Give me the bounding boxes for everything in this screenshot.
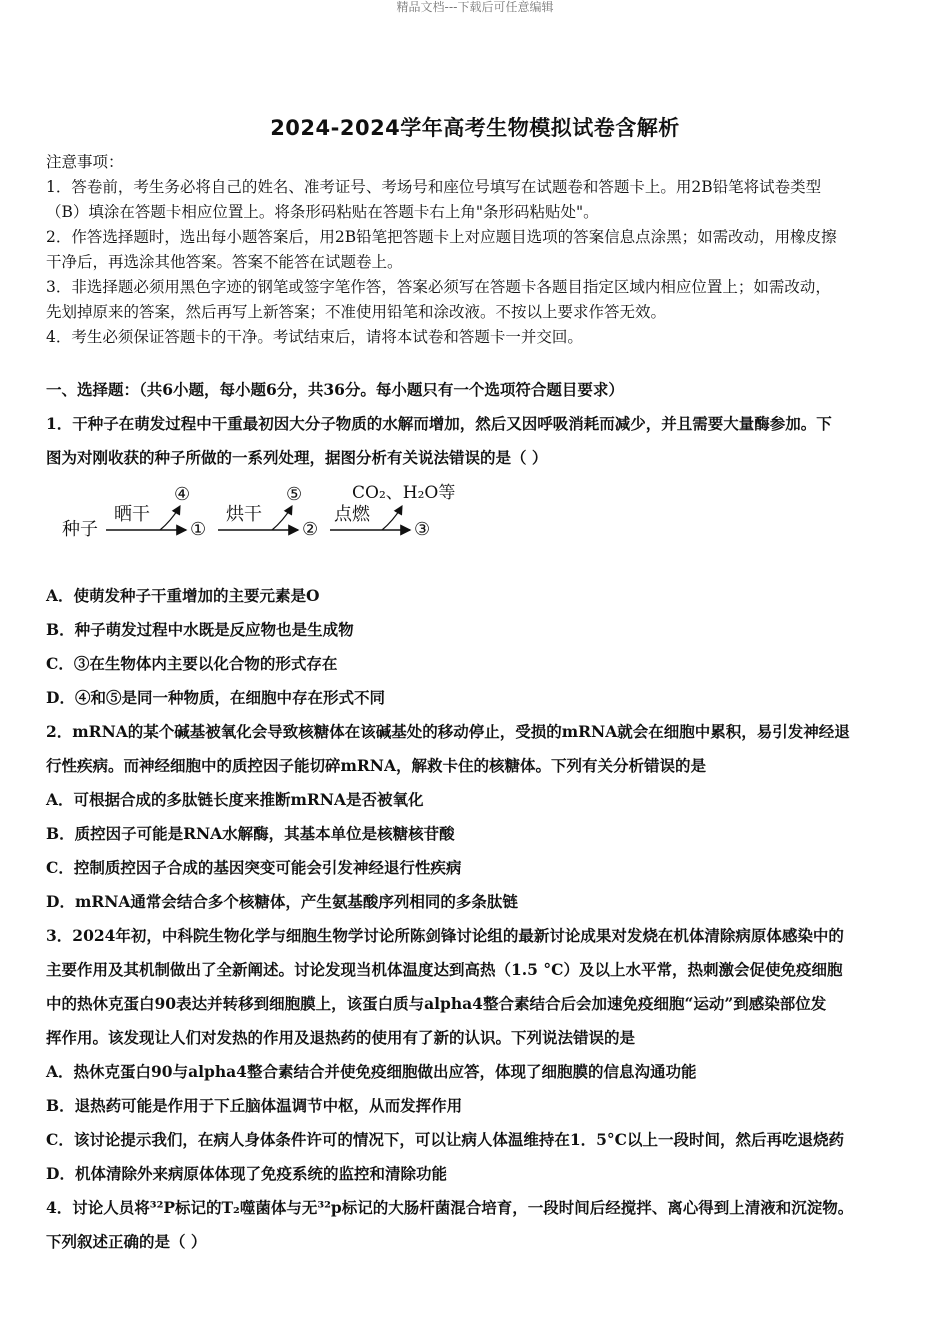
question-3-option-d: D．机体清除外来病原体体现了免疫系统的监控和清除功能 xyxy=(46,1164,447,1183)
question-2-option-a: A．可根据合成的多肽链长度来推断mRNA是否被氧化 xyxy=(46,790,424,809)
question-1-option-b: B．种子萌发过程中水既是反应物也是生成物 xyxy=(46,620,354,639)
diagram-node-3: ③ xyxy=(414,519,431,540)
question-1-option-a: A．使萌发种子干重增加的主要元素是O xyxy=(46,586,320,605)
branch-arrow-1 xyxy=(160,506,180,530)
note-line: 先划掉原来的答案，然后再写上新答案；不准使用铅笔和涂改液。不按以上要求作答无效。 xyxy=(46,303,667,321)
question-2-stem: 2．mRNA的某个碱基被氧化会导致核糖体在该碱基处的移动停止，受损的mRNA就会在细胞中累积，易引发神经退 xyxy=(46,722,850,741)
question-3-stem: 中的热休克蛋白90表达并转移到细胞膜上，该蛋白质与alpha4整合素结合后会加速免疫细胞“运动”到感染部位发 xyxy=(46,994,827,1013)
diagram-step-3: 点燃 xyxy=(334,504,370,525)
question-4-stem: 4．讨论人员将³²P标记的T₂噬菌体与无³²p标记的大肠杆菌混合培育，一段时间后经搅拌、离心得到上清液和沉淀物。 xyxy=(46,1198,854,1217)
seed-process-diagram xyxy=(62,478,482,548)
section-heading: 一、选择题：（共6小题，每小题6分，共36分。每小题只有一个选项符合题目要求） xyxy=(46,380,624,399)
diagram-step-2: 烘干 xyxy=(226,504,262,525)
question-3-stem: 主要作用及其机制做出了全新阐述。讨论发现当机体温度达到高热（1.5 °C）及以上水平常，热刺激会促使免疫细胞 xyxy=(46,960,843,979)
note-line: 2．作答选择题时，选出每小题答案后，用2B铅笔把答题卡上对应题目选项的答案信息点涂黑；如需改动，用橡皮擦 xyxy=(46,228,837,246)
question-3-option-b: B．退热药可能是作用于下丘脑体温调节中枢，从而发挥作用 xyxy=(46,1096,463,1115)
diagram-out-3: CO₂、H₂O等 xyxy=(352,483,456,503)
page-title: 2024-2024学年高考生物模拟试卷含解析 xyxy=(270,116,680,140)
question-2-option-d: D．mRNA通常会结合多个核糖体，产生氨基酸序列相同的多条肽链 xyxy=(46,892,518,911)
diagram-out-2: ⑤ xyxy=(286,484,303,505)
question-3-option-c: C．该讨论提示我们，在病人身体条件许可的情况下，可以让病人体温维持在1．5°C以上一段时间，然后再吃退烧药 xyxy=(46,1130,844,1149)
diagram-node-2: ② xyxy=(302,519,319,540)
note-line: 1．答卷前，考生务必将自己的姓名、准考证号、考场号和座位号填写在试题卷和答题卡上。用2B铅笔将试卷类型 xyxy=(46,178,822,196)
notes-section xyxy=(46,150,908,350)
question-1-stem: 1．干种子在萌发过程中干重最初因大分子物质的水解而增加，然后又因呼吸消耗而减少，并且需要大量酶参加。下 xyxy=(46,414,832,433)
notes-heading: 注意事项： xyxy=(46,153,124,171)
question-1-option-c: C．③在生物体内主要以化合物的形式存在 xyxy=(46,654,338,673)
note-line: 4．考生必须保证答题卡的干净。考试结束后，请将本试卷和答题卡一并交回。 xyxy=(46,328,583,346)
question-2-option-c: C．控制质控因子合成的基因突变可能会引发神经退行性疾病 xyxy=(46,858,462,877)
diagram-node-1: ① xyxy=(190,519,207,540)
question-1-option-d: D．④和⑤是同一种物质，在细胞中存在形式不同 xyxy=(46,688,385,707)
question-2-stem: 行性疾病。而神经细胞中的质控因子能切碎mRNA，解救卡住的核糖体。下列有关分析错误的是 xyxy=(46,756,706,775)
diagram-step-1: 晒干 xyxy=(114,504,150,525)
question-3-stem: 挥作用。该发现让人们对发热的作用及退热药的使用有了新的认识。下列说法错误的是 xyxy=(46,1028,636,1047)
diagram-start-label: 种子 xyxy=(62,519,98,540)
question-4-stem: 下列叙述正确的是（ ） xyxy=(46,1232,207,1251)
note-line: （B）填涂在答题卡相应位置上。将条形码粘贴在答题卡右上角"条形码粘贴处"。 xyxy=(46,203,599,221)
question-1-stem: 图为对刚收获的种子所做的一系列处理，据图分析有关说法错误的是（ ） xyxy=(46,448,548,467)
note-line: 3．非选择题必须用黑色字迹的钢笔或签字笔作答，答案必须写在答题卡各题目指定区域内相应位置上；如需改动， xyxy=(46,278,831,296)
branch-arrow-3 xyxy=(382,506,402,530)
question-3-option-a: A．热休克蛋白90与alpha4整合素结合并使免疫细胞做出应答，体现了细胞膜的信息沟通功能 xyxy=(46,1062,697,1081)
diagram-out-1: ④ xyxy=(174,484,191,505)
question-2-option-b: B．质控因子可能是RNA水解酶，其基本单位是核糖核苷酸 xyxy=(46,824,455,843)
header-note: 精品文档---下载后可任意编辑 xyxy=(396,0,554,14)
note-line: 干净后，再选涂其他答案。答案不能答在试题卷上。 xyxy=(46,253,403,271)
branch-arrow-2 xyxy=(272,506,292,530)
question-3-stem: 3．2024年初，中科院生物化学与细胞生物学讨论所陈剑锋讨论组的最新讨论成果对发烧在机体清除病原体感染中的 xyxy=(46,926,844,945)
